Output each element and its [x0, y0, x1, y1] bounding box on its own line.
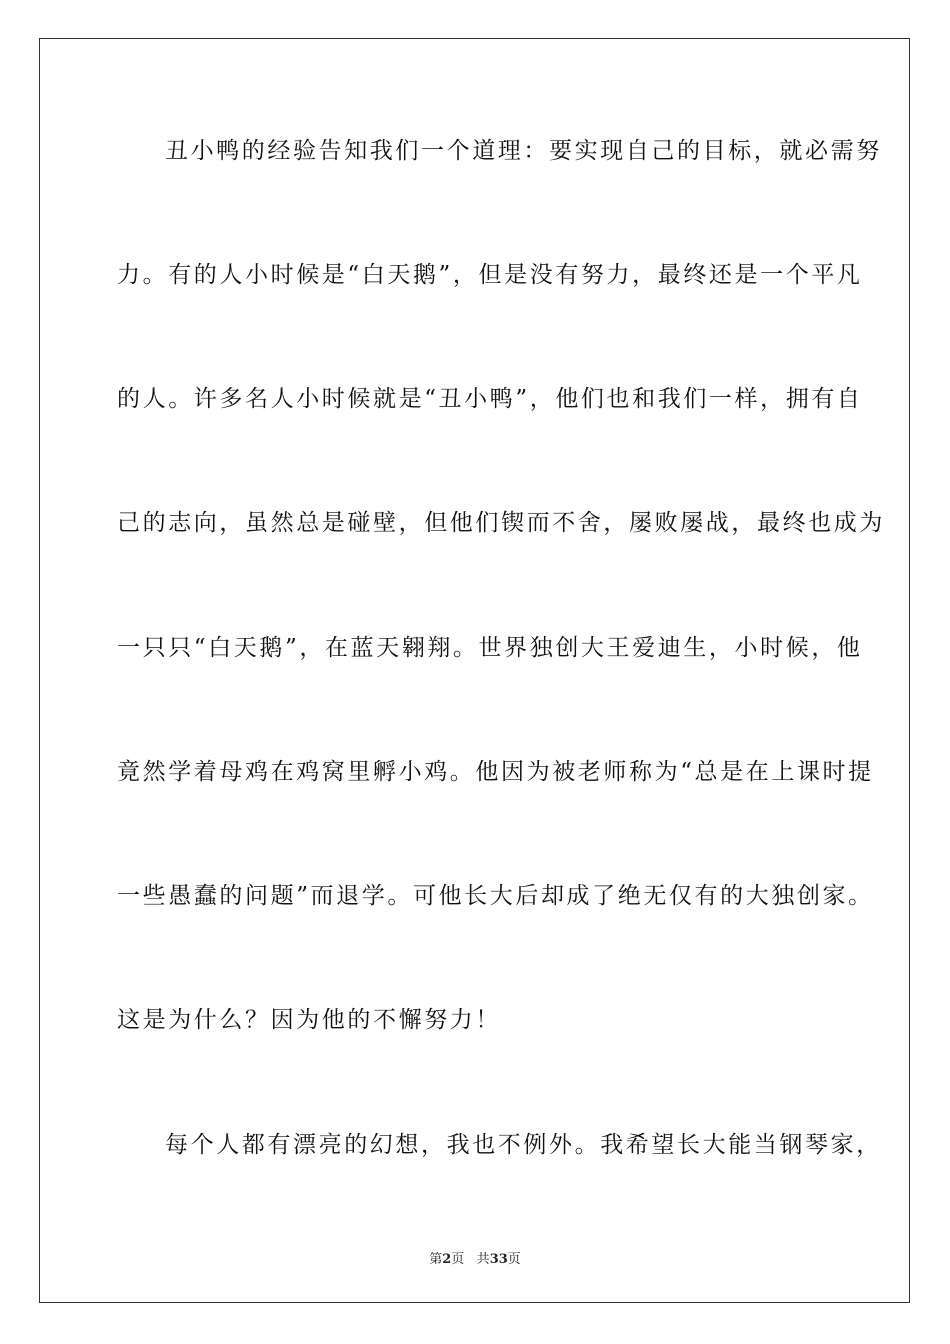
- page-current: 2: [442, 1252, 452, 1267]
- paragraph-1-line-5: 一只只“白天鹅”，在蓝天翱翔。世界独创大王爱迪生，小时候，他: [117, 635, 863, 661]
- page-total: 33: [489, 1252, 508, 1267]
- page-footer: [0, 1248, 950, 1267]
- paragraph-1-line-8: 这是为什么？因为他的不懈努力！: [117, 1007, 501, 1033]
- page-suffix: 页: [451, 1252, 465, 1267]
- paragraph-1-line-2: 力。有的人小时候是“白天鹅”，但是没有努力，最终还是一个平凡: [117, 262, 863, 288]
- paragraph-1-line-3: 的人。许多名人小时候就是“丑小鸭”，他们也和我们一样，拥有自: [117, 386, 863, 412]
- paragraph-1-line-4: 己的志向，虽然总是碰壁，但他们锲而不舍，屡败屡战，最终也成为: [117, 510, 885, 536]
- total-suffix: 页: [507, 1252, 521, 1267]
- page-prefix: 第: [429, 1252, 443, 1267]
- paragraph-1-line-7: 一些愚蠢的问题”而退学。可他长大后却成了绝无仅有的大独创家。: [117, 883, 874, 909]
- total-prefix: 共: [476, 1252, 490, 1267]
- paragraph-2-line-1: 每个人都有漂亮的幻想，我也不例外。我希望长大能当钢琴家，: [165, 1132, 882, 1158]
- paragraph-1-line-6: 竟然学着母鸡在鸡窝里孵小鸡。他因为被老师称为“总是在上课时提: [117, 759, 874, 785]
- page-border: [39, 38, 910, 1303]
- paragraph-1-line-1: 丑小鸭的经验告知我们一个道理：要实现自己的目标，就必需努: [165, 138, 882, 164]
